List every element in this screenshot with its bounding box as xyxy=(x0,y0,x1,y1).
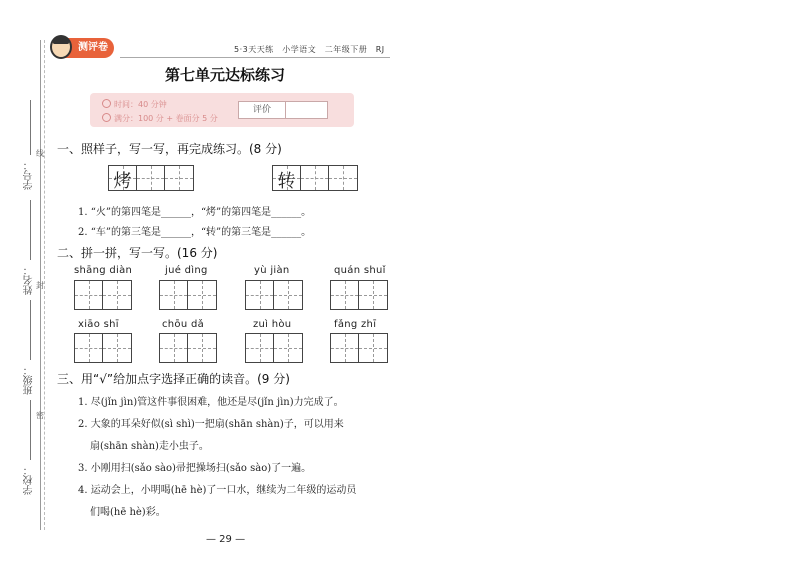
grid-cell[interactable] xyxy=(359,334,387,362)
writing-box[interactable] xyxy=(159,280,217,310)
grid-cell[interactable] xyxy=(75,334,103,362)
exam-info-box xyxy=(90,93,354,127)
writing-box[interactable] xyxy=(245,280,303,310)
grid-cell[interactable] xyxy=(188,281,216,309)
grid-cell[interactable] xyxy=(160,334,188,362)
grid-cell[interactable] xyxy=(329,166,357,190)
clock-icon xyxy=(102,99,111,108)
binding-mark-seal: 封 xyxy=(36,281,44,290)
time-text: 时间：40 分钟 xyxy=(114,100,167,109)
logo-badge xyxy=(52,38,114,58)
writing-grid-a[interactable] xyxy=(108,165,194,191)
section-2-heading: 二、拼一拼，写一写。(16 分) xyxy=(57,246,218,260)
score-icon xyxy=(102,113,111,122)
mascot-icon xyxy=(50,35,72,59)
score-info xyxy=(102,113,218,124)
grid-cell[interactable] xyxy=(246,334,274,362)
pinyin-label: quán shuǐ xyxy=(334,265,386,276)
question-3-4[interactable]: 4. 运动会上，小明喝(hē hè)了一口水，继续为二年级的运动员 xyxy=(78,485,357,496)
grid-cell[interactable] xyxy=(188,334,216,362)
grid-cell[interactable] xyxy=(274,281,302,309)
model-char-a: 烤 xyxy=(113,171,132,192)
grid-cell[interactable] xyxy=(137,166,165,190)
time-info xyxy=(102,99,167,110)
pinyin-label: jué dìng xyxy=(165,265,208,276)
pinyin-label: xiāo shī xyxy=(78,319,119,330)
writing-box[interactable] xyxy=(74,280,132,310)
grid-cell[interactable] xyxy=(160,281,188,309)
pinyin-label: zuì hòu xyxy=(253,319,292,330)
pinyin-label: shāng diàn xyxy=(74,265,133,276)
series-label: 5·3天天练 小学语文 二年级下册 RJ xyxy=(234,45,385,54)
grid-cell[interactable] xyxy=(246,281,274,309)
school-field[interactable] xyxy=(30,400,31,460)
grid-cell[interactable] xyxy=(103,281,131,309)
student-id-label: 学号： xyxy=(24,160,35,190)
question-3-2-cont[interactable]: 扇(shān shàn)走小虫子。 xyxy=(90,441,209,452)
class-label: 班级： xyxy=(24,365,35,395)
header-divider xyxy=(120,57,390,58)
grid-cell[interactable] xyxy=(359,281,387,309)
pinyin-label: chōu dǎ xyxy=(162,319,205,330)
section-1-heading: 一、照样子，写一写，再完成练习。(8 分) xyxy=(57,142,282,156)
question-1-2: 2. “车”的第三笔是______，“转”的第三笔是______。 xyxy=(78,227,312,238)
grid-cell[interactable] xyxy=(165,166,193,190)
question-3-2[interactable]: 2. 大象的耳朵好似(sì shì)一把扇(shān shàn)子，可以用来 xyxy=(78,419,344,430)
page-number: — 29 — xyxy=(206,534,246,545)
evaluation-label: 评价 xyxy=(239,102,286,118)
grid-cell[interactable] xyxy=(75,281,103,309)
grid-cell xyxy=(273,166,301,190)
class-field[interactable] xyxy=(30,300,31,360)
grid-cell[interactable] xyxy=(103,334,131,362)
writing-box[interactable] xyxy=(330,333,388,363)
section-3-heading: 三、用“√”给加点字选择正确的读音。(9 分) xyxy=(57,372,290,386)
name-field[interactable] xyxy=(30,200,31,260)
page-title: 第七单元达标练习 xyxy=(165,66,286,84)
question-3-3[interactable]: 3. 小刚用扫(sǎo sào)帚把操场扫(sǎo sào)了一遍。 xyxy=(78,463,312,474)
writing-box[interactable] xyxy=(330,280,388,310)
writing-box[interactable] xyxy=(159,333,217,363)
score-text: 满分：100 分 + 卷面分 5 分 xyxy=(114,114,218,123)
logo-text: 测评卷 xyxy=(78,42,108,53)
school-label: 学校： xyxy=(24,465,35,495)
grid-cell[interactable] xyxy=(274,334,302,362)
grid-cell xyxy=(109,166,137,190)
writing-box[interactable] xyxy=(74,333,132,363)
grid-cell[interactable] xyxy=(331,334,359,362)
binding-mark-line: 线 xyxy=(36,149,44,158)
evaluation-box xyxy=(238,101,328,119)
binding-mark-secret: 密 xyxy=(36,411,44,420)
pinyin-label: yù jiàn xyxy=(254,265,290,276)
binding-dash-line xyxy=(44,40,45,530)
grid-cell[interactable] xyxy=(301,166,329,190)
writing-box[interactable] xyxy=(245,333,303,363)
pinyin-label: fǎng zhī xyxy=(334,319,377,330)
model-char-b: 转 xyxy=(277,171,296,192)
question-3-1[interactable]: 1. 尽(jǐn jìn)管这件事很困难，他还是尽(jǐn jìn)力完成了。 xyxy=(78,397,344,408)
writing-grid-b[interactable] xyxy=(272,165,358,191)
student-id-field[interactable] xyxy=(30,100,31,155)
name-label: 姓名： xyxy=(24,265,35,295)
question-1-1: 1. “火”的第四笔是______，“烤”的第四笔是______。 xyxy=(78,207,312,218)
question-3-4-cont[interactable]: 们喝(hē hè)彩。 xyxy=(90,507,166,518)
grid-cell[interactable] xyxy=(331,281,359,309)
